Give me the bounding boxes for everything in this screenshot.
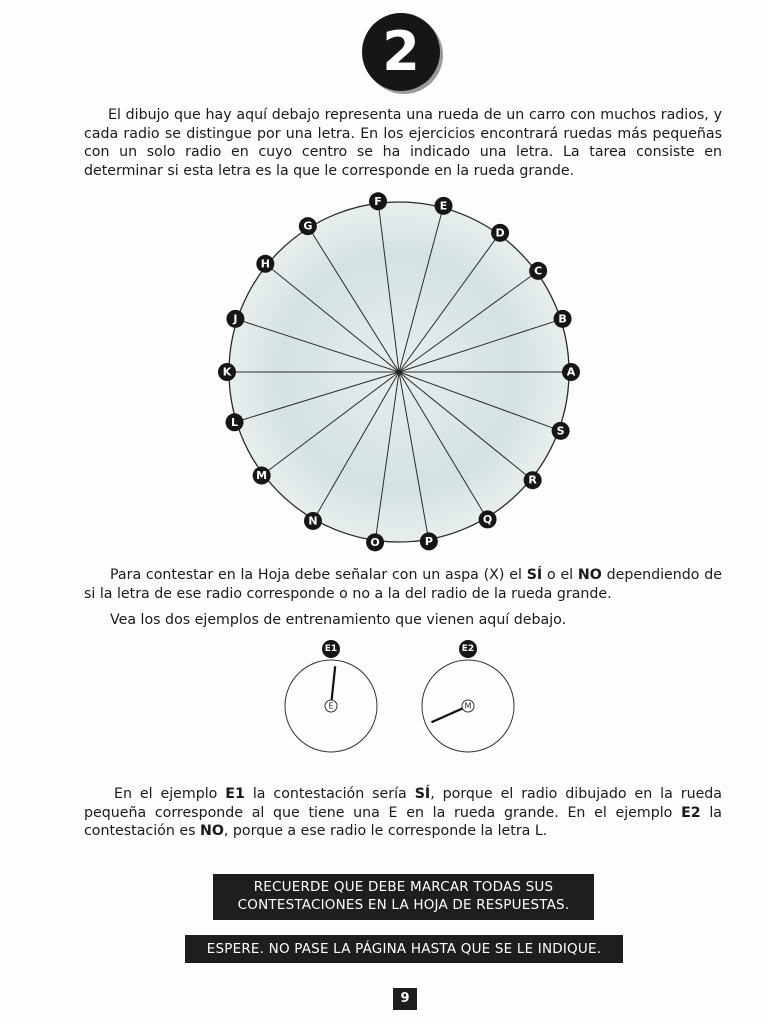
- letter-label-k: K: [222, 365, 232, 379]
- letter-label-c: C: [534, 264, 543, 278]
- letter-label-f: F: [374, 194, 382, 208]
- example-e1-label: E1: [324, 644, 338, 654]
- letter-label-s: S: [556, 424, 565, 438]
- example-e2-center-letter: M: [464, 701, 472, 711]
- letter-label-o: O: [370, 535, 380, 549]
- letter-label-r: R: [528, 473, 537, 487]
- example-e1: [285, 640, 377, 752]
- letter-label-p: P: [424, 534, 433, 548]
- reminder-line-2: CONTESTACIONES EN LA HOJA DE RESPUESTAS.: [237, 897, 570, 913]
- example-e2-spoke: [431, 708, 462, 722]
- letter-label-h: H: [260, 257, 270, 271]
- example-e1-spoke: [332, 666, 336, 700]
- letter-label-b: B: [558, 312, 567, 326]
- wait-notice: ESPERE. NO PASE LA PÁGINA HASTA QUE SE LE INDIQUE.: [185, 935, 623, 963]
- letter-label-q: Q: [482, 512, 493, 526]
- example-e1-center-letter: E: [328, 701, 334, 711]
- letter-label-a: A: [566, 365, 576, 379]
- wheel-hub: [397, 370, 401, 374]
- reminder-notice: [213, 874, 594, 920]
- page-number: 9: [393, 988, 417, 1010]
- letter-label-e: E: [439, 199, 448, 213]
- letter-label-n: N: [308, 514, 318, 528]
- section-number-badge: 2: [362, 13, 440, 91]
- example-e2-label: E2: [461, 644, 475, 654]
- letter-label-m: M: [256, 469, 268, 483]
- letter-label-g: G: [303, 219, 313, 233]
- examples-intro-paragraph: Vea los dos ejemplos de entrenamiento que vienen aquí debajo.: [110, 612, 567, 628]
- instructions-paragraph: Para contestar en la Hoja debe señalar con un aspa (X) el SÍ o el NO dependiendo de si la letra de ese radio corresponde o no a la del radio de la rueda grande.: [84, 567, 722, 602]
- letter-label-j: J: [233, 312, 238, 326]
- letter-label-l: L: [231, 415, 239, 429]
- explanation-paragraph: En el ejemplo E1 la contestación sería SÍ, porque el radio dibujado en la rueda pequeña corresponde al que tiene una E en la rueda grande. En el ejemplo E2 la contestación es NO, porque a ese radio le corresponde la letra L.: [84, 786, 722, 839]
- intro-paragraph: El dibujo que hay aquí debajo representa una rueda de un carro con muchos radios, y cada radio se distingue por una letra. En los ejercicios encontrará ruedas más pequeñas con un solo radio en cuyo centro se ha indicado una letra. La tarea consiste en determinar si esta letra es la que le corresponde en la rueda grande.: [84, 107, 722, 179]
- reminder-line-1: RECUERDE QUE DEBE MARCAR TODAS SUS: [253, 879, 554, 895]
- example-e2: [422, 640, 514, 752]
- letter-label-d: D: [495, 226, 505, 240]
